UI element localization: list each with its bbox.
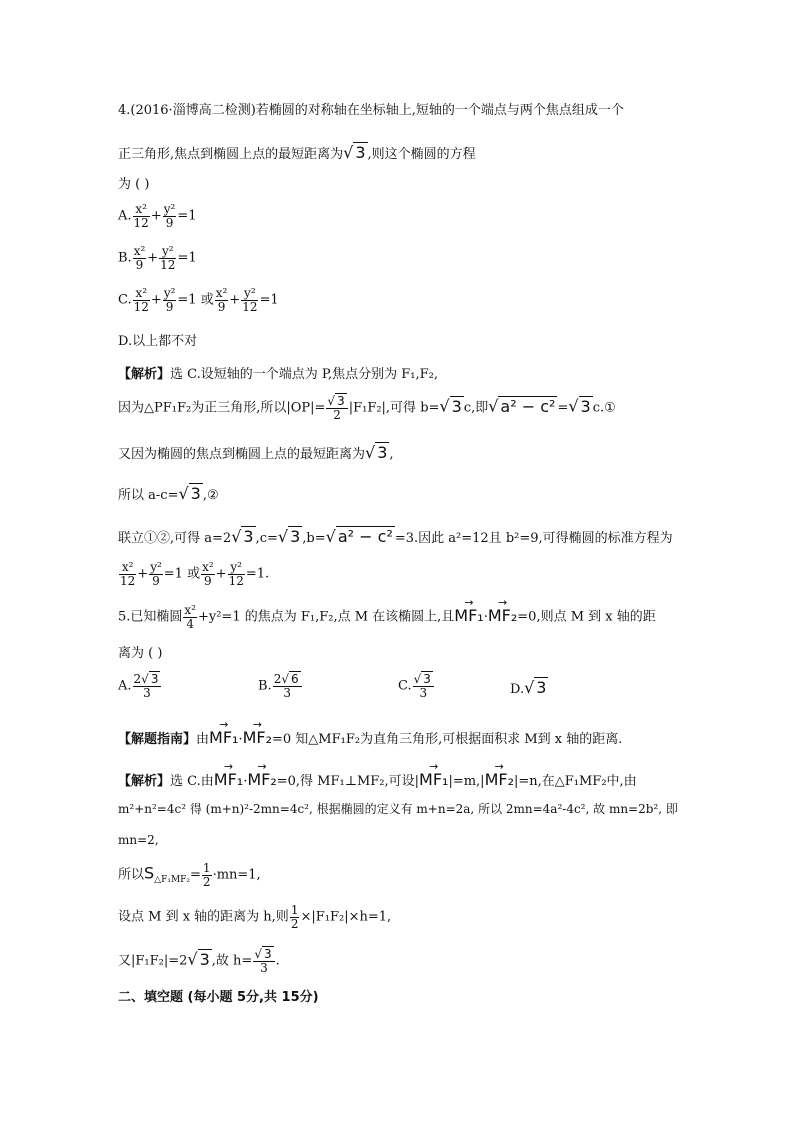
- q4-stem-line2: 正三角形,焦点到椭圆上点的最短距离为√ 3 ,则这个椭圆的方程: [118, 143, 476, 162]
- a5-line4: 所以$S_{\triangle F_1MF_2}=$ $\frac{1}{2}$ ·mn=1,: [118, 861, 261, 889]
- a5-line2: m²+n²=4c² 得 (m+n)²-2mn=4c², 根据椭圆的定义有 m+n=2a, 所以 2mn=4a²-4c², 故 mn=2b², 即: [118, 802, 678, 816]
- q4-option-a: A. $\frac{\text{x²}}{12}$ + $\frac{\text{y²}}{9}$ =1: [118, 202, 197, 230]
- q5-stem-line1: 5.已知椭圆 $\frac{\text{x²}}{4}$ +y²=1 的焦点为 F₁,F₂,点 M 在该椭圆上,且 → MF₁· → MF₂=0,则点 M 到 x 轴的距: [118, 595, 656, 631]
- a4-line2: 因为△PF₁F₂为正三角形,所以|OP|= $\frac{√ 3}{2}$ |F₁F₂|,可得 b=√ 3 c,即√ a² − c² =√ 3 c.①: [118, 394, 616, 422]
- analysis-tag-2: 【解析】: [118, 774, 171, 789]
- guide-tag: 【解题指南】: [118, 732, 197, 747]
- q5-option-b: B. $\frac{2√ 6}{3}$: [258, 673, 303, 699]
- a4-line6: $\frac{\text{x²}}{12}$ + $\frac{\text{y²}}{9}$ =1 或 $\frac{\text{x²}}{9}$ + $\frac{\text{y²}}{12}$ =1.: [120, 560, 270, 588]
- a5-line5: 设点 M 到 x 轴的距离为 h,则 $\frac{1}{2}$ ×|F₁F₂|×h=1,: [118, 903, 392, 931]
- q5-option-a: A. $\frac{2√ 3}{3}$: [118, 673, 162, 699]
- q5-option-d: D.√ 3: [510, 678, 547, 697]
- a4-line4: 所以 a-c=√ 3 ,②: [118, 484, 219, 503]
- a4-line3: 又因为椭圆的焦点到椭圆上点的最短距离为√ 3 ,: [118, 443, 394, 462]
- section-heading: 二、填空题 (每小题 5分,共 15分): [118, 990, 319, 1005]
- a5-line1: 【解析】选 C.由 → MF₁· → MF₂=0,得 MF₁⊥MF₂,可设| → MF₁|=m,| → MF₂|=n,在△F₁MF₂中,由: [118, 760, 637, 789]
- a5-line3: mn=2,: [118, 833, 159, 847]
- a4-line1: 【解析】选 C.设短轴的一个端点为 P,焦点分别为 F₁,F₂,: [118, 367, 439, 382]
- a4-line5: 联立①②,可得 a=2√ 3 ,c=√ 3 ,b=√ a² − c² =3.因此 a²=12且 b²=9,可得椭圆的标准方程为: [118, 527, 673, 546]
- q4-option-c: C. $\frac{\text{x²}}{12}$ + $\frac{\text{y²}}{9}$ =1 或 $\frac{\text{x²}}{9}$ + $\frac{\text{y²}}{12}$ =1: [118, 286, 279, 314]
- a5-line6: 又|F₁F₂|=2√ 3 ,故 h= $\frac{√ 3}{3}$ .: [118, 947, 280, 975]
- q5-option-c: C. $\frac{√ 3}{3}$: [398, 673, 435, 699]
- a5-guide: 【解题指南】由 → MF₁· → MF₂=0 知△MF₁F₂为直角三角形,可根据面积求 M到 x 轴的距离.: [118, 718, 623, 747]
- analysis-tag: 【解析】: [118, 367, 171, 382]
- q5-stem-line2: 离为 ( ): [118, 646, 163, 661]
- q4-stem-line1: 4.(2016·淄博高二检测)若椭圆的对称轴在坐标轴上,短轴的一个端点与两个焦点组成一个: [118, 103, 624, 118]
- q4-option-b: B. $\frac{\text{x²}}{9}$ + $\frac{\text{y²}}{12}$ =1: [118, 244, 197, 272]
- q4-stem-line3: 为 ( ): [118, 177, 150, 192]
- q4-option-d: D.以上都不对: [118, 334, 198, 349]
- sqrt3: √ 3: [343, 143, 366, 162]
